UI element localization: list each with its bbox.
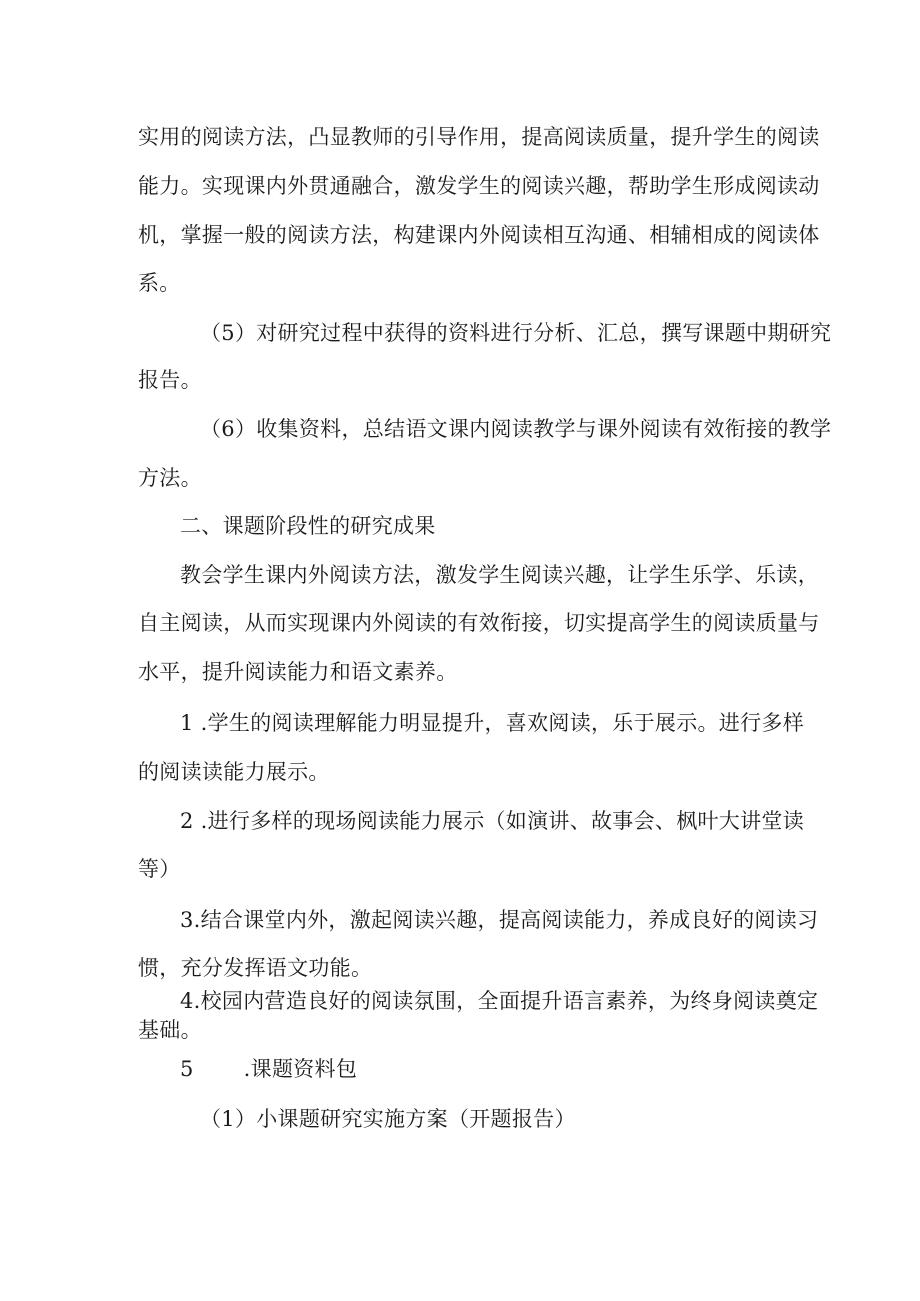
result5-text: .课题资料包 (243, 1057, 358, 1081)
para1-line4: 系。 (138, 271, 181, 295)
result1-line1: 1 .学生的阅读理解能力明显提升，喜欢阅读，乐于展示。进行多样 (180, 711, 805, 735)
result2-line1: 2 .进行多样的现场阅读能力展示（如演讲、故事会、枫叶大讲堂读 (180, 809, 805, 833)
summary-line2: 自主阅读，从而实现课内外阅读的有效衔接，切实提高学生的阅读质量与 (138, 611, 820, 635)
item5-line2: 报告。 (138, 368, 202, 392)
result3-line1: 3.结合课堂内外，激起阅读兴趣，提高阅读能力，养成良好的阅读习 (180, 908, 819, 932)
result5-number: 5 (180, 1057, 194, 1081)
result4-line2: 基础。 (138, 1018, 202, 1042)
item5-line1: （5）对研究过程中获得的资料进行分析、汇总，撰写课题中期研究 (200, 321, 832, 345)
item6-line2: 方法。 (138, 466, 202, 490)
result2-line2: 等） (138, 857, 181, 881)
item6-line1: （6）收集资料，总结语文课内阅读教学与课外阅读有效衔接的教学 (200, 417, 832, 441)
summary-line1: 教会学生课内外阅读方法，激发学生阅读兴趣，让学生乐学、乐读， (180, 563, 819, 587)
para1-line1: 实用的阅读方法，凸显教师的引导作用，提高阅读质量，提升学生的阅读 (138, 125, 820, 149)
result1-line2: 的阅读读能力展示。 (138, 760, 330, 784)
section2-heading: 二、课题阶段性的研究成果 (180, 514, 436, 538)
result3-line2: 惯，充分发挥语文功能。 (138, 956, 373, 980)
summary-line3: 水平，提升阅读能力和语文素养。 (138, 660, 458, 684)
result4-line1: 4.校园内营造良好的阅读氛围，全面提升语言素养，为终身阅读奠定 (180, 989, 819, 1013)
para1-line2: 能力。实现课内外贯通融合，激发学生的阅读兴趣，帮助学生形成阅读动 (138, 174, 820, 198)
result5-line (180, 1055, 830, 1083)
sub1-line: （1）小课题研究实施方案（开题报告） (200, 1107, 576, 1131)
para1-line3: 机，掌握一般的阅读方法，构建课内外阅读相互沟通、相辅相成的阅读体 (138, 223, 820, 247)
